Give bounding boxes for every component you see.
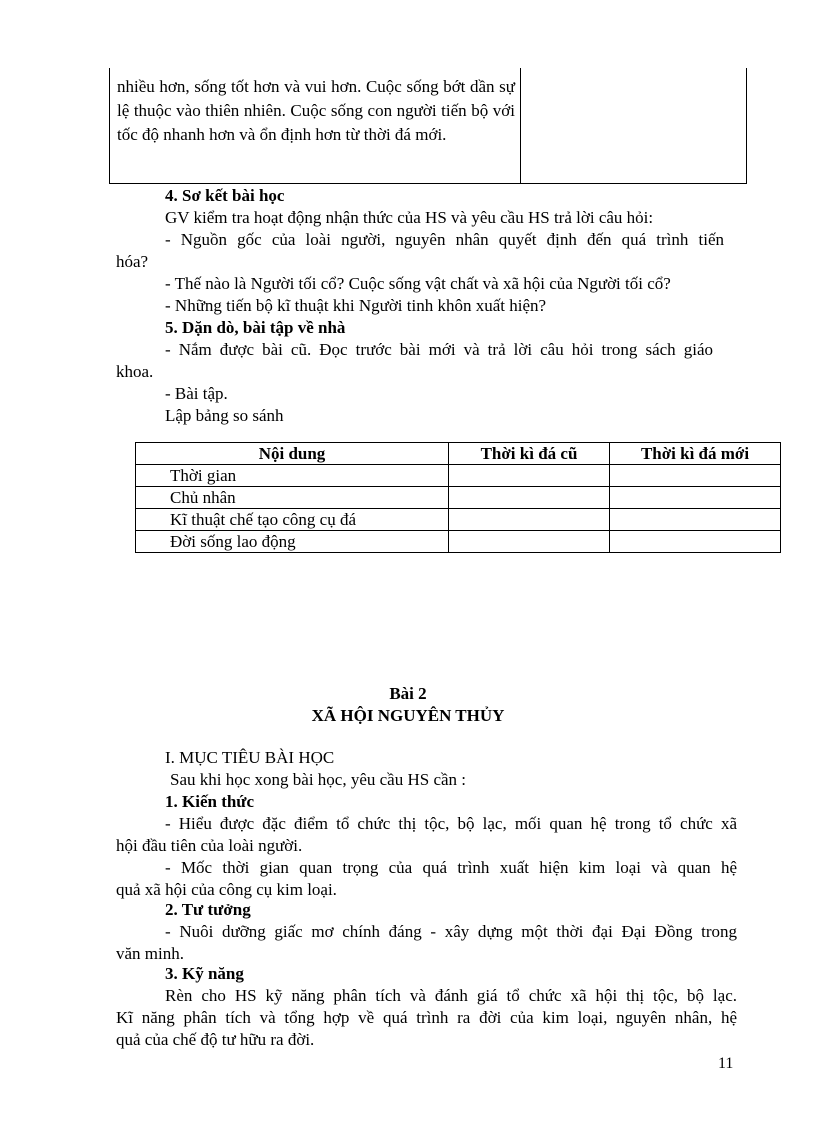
lesson-title: XÃ HỘI NGUYÊN THỦY xyxy=(311,706,505,725)
knowledge-point1-line1: - Hiểu được đặc điểm tổ chức thị tộc, bộ lạc, mối quan hệ trong tổ chức xã xyxy=(165,814,737,833)
empty-cell xyxy=(610,487,781,509)
section4-intro: GV kiểm tra hoạt động nhận thức của HS và yêu cầu HS trả lời câu hỏi: xyxy=(165,208,654,227)
table-row xyxy=(136,509,781,531)
table-cell-text: nhiều hơn, sống tốt hơn và vui hơn. Cuộc sống bớt dần sự lệ thuộc vào thiên nhiên. Cuộc sống con người tiến bộ với tốc độ nhanh hơn và ổn định hơn từ thời đá mới. xyxy=(117,77,515,144)
empty-cell xyxy=(610,531,781,553)
lesson-number: Bài 2 xyxy=(389,684,427,703)
homework-exercise: - Bài tập. xyxy=(165,384,228,403)
knowledge-heading: 1. Kiến thức xyxy=(165,792,255,811)
row-label: Thời gian xyxy=(136,465,449,487)
question1-line2: hóa? xyxy=(116,252,149,271)
header-new-stone-age: Thời kì đá mới xyxy=(610,443,781,465)
homework-line1: - Nắm được bài cũ. Đọc trước bài mới và trả lời câu hỏi trong sách giáo xyxy=(165,340,713,359)
homework-compare-label: Lập bảng so sánh xyxy=(165,406,284,425)
empty-cell xyxy=(449,531,610,553)
question3: - Những tiến bộ kĩ thuật khi Người tinh khôn xuất hiện? xyxy=(165,296,547,315)
empty-cell xyxy=(610,465,781,487)
row-label: Đời sống lao động xyxy=(136,531,449,553)
page-number: 11 xyxy=(718,1055,734,1072)
skill-line1: Rèn cho HS kỹ năng phân tích và đánh giá tổ chức xã hội thị tộc, bộ lạc. xyxy=(165,986,737,1005)
thought-heading: 2. Tư tưởng xyxy=(165,900,251,919)
header-content: Nội dung xyxy=(136,443,449,465)
table-row xyxy=(136,487,781,509)
thought-point-line2: văn minh. xyxy=(116,944,184,963)
skill-line3: quả của chế độ tư hữu ra đời. xyxy=(116,1030,315,1049)
homework-line2: khoa. xyxy=(116,362,154,381)
question1-line1: - Nguồn gốc của loài người, nguyên nhân quyết định đến quá trình tiến xyxy=(165,230,724,249)
empty-cell xyxy=(610,509,781,531)
section4-heading: 4. Sơ kết bài học xyxy=(165,186,285,205)
top-table-fragment xyxy=(109,68,747,184)
table-header-row xyxy=(136,443,781,465)
section5-heading: 5. Dặn dò, bài tập về nhà xyxy=(165,318,346,337)
empty-cell xyxy=(449,487,610,509)
comparison-table xyxy=(135,442,781,553)
table-column-divider xyxy=(520,68,521,183)
header-old-stone-age: Thời kì đá cũ xyxy=(449,443,610,465)
knowledge-point2-line1: - Mốc thời gian quan trọng của quá trình xuất hiện kim loại và quan hệ xyxy=(165,858,737,877)
thought-point-line1: - Nuôi dưỡng giấc mơ chính đáng - xây dựng một thời đại Đại Đồng trong xyxy=(165,922,737,941)
question2: - Thế nào là Người tối cổ? Cuộc sống vật chất và xã hội của Người tối cổ? xyxy=(165,274,671,293)
objectives-heading: I. MỤC TIÊU BÀI HỌC xyxy=(165,748,335,767)
skill-heading: 3. Kỹ năng xyxy=(165,964,244,983)
table-row xyxy=(136,465,781,487)
objectives-intro: Sau khi học xong bài học, yêu cầu HS cần : xyxy=(170,770,467,789)
skill-line2: Kĩ năng phân tích và tổng hợp về quá trình ra đời của kim loại, nguyên nhân, hệ xyxy=(116,1008,737,1027)
empty-cell xyxy=(449,509,610,531)
knowledge-point1-line2: hội đầu tiên của loài người. xyxy=(116,836,303,855)
knowledge-point2-line2: quả xã hội của công cụ kim loại. xyxy=(116,880,337,899)
table-row xyxy=(136,531,781,553)
row-label: Kĩ thuật chế tạo công cụ đá xyxy=(136,509,449,531)
empty-cell xyxy=(449,465,610,487)
row-label: Chủ nhân xyxy=(136,487,449,509)
